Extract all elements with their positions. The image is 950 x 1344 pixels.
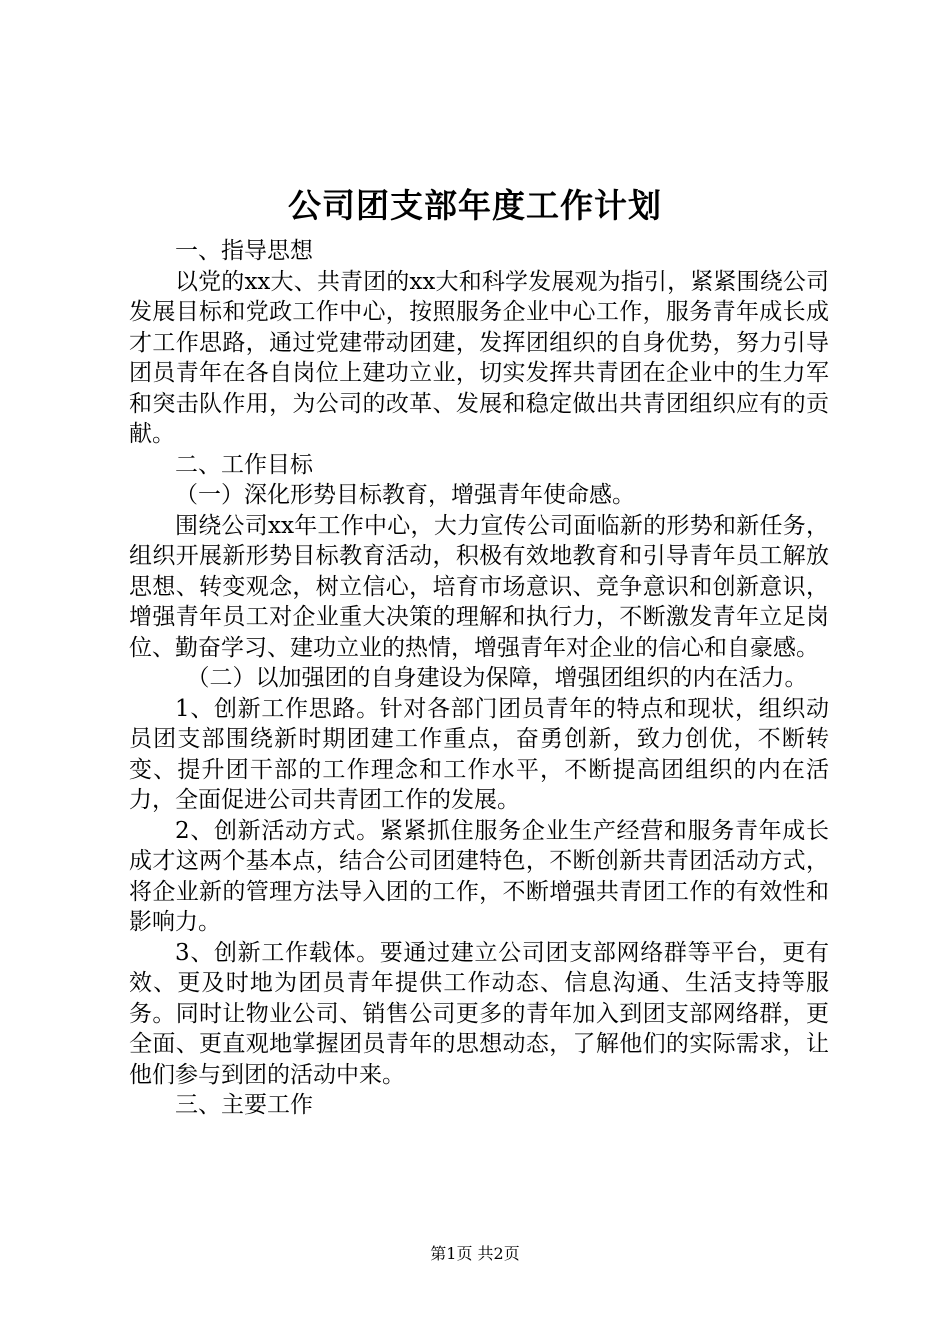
paragraph-item-3: 3、创新工作载体。要通过建立公司团支部网络群等平台，更有效、更及时地为团员青年提供工作动态、信息沟通、生活支持等服务。同时让物业公司、销售公司更多的青年加入到团支部网络群，更全面、更直观地掌握团员青年的思想动态，了解他们的实际需求，让他们参与到团的活动中来。: [129, 939, 829, 1088]
document-title: 公司团支部年度工作计划: [288, 186, 662, 225]
paragraph-guiding-thought: 以党的xx大、共青团的xx大和科学发展观为指引，紧紧围绕公司发展目标和党政工作中心，按照服务企业中心工作，服务青年成长成才工作思路，通过党建带动团建，发挥团组织的自身优势，努力引导团员青年在各自岗位上建功立业，切实发挥共青团在企业中的生力军和突击队作用，为公司的改革、发展和稳定做出共青团组织应有的贡献。: [129, 268, 829, 447]
paragraph-item-1: 1、创新工作思路。针对各部门团员青年的特点和现状，组织动员团支部围绕新时期团建工作重点，奋勇创新，致力创优，不断转变、提升团干部的工作理念和工作水平，不断提高团组织的内在活力，全面促进公司共青团工作的发展。: [129, 695, 829, 813]
section-heading-guiding-thought: 一、指导思想: [175, 238, 313, 264]
subsection-heading-2: （二）以加强团的自身建设为保障，增强团组织的内在活力。: [186, 665, 808, 691]
paragraph-item-2: 2、创新活动方式。紧紧抓住服务企业生产经营和服务青年成长成才这两个基本点，结合公司团建特色，不断创新共青团活动方式，将企业新的管理方法导入团的工作，不断增强共青团工作的有效性和影响力。: [129, 817, 829, 935]
section-heading-work-goals: 二、工作目标: [175, 451, 313, 478]
document-body: [129, 236, 829, 1121]
paragraph-goals-1: 围绕公司xx年工作中心，大力宣传公司面临新的形势和新任务，组织开展新形势目标教育活动，积极有效地教育和引导青年员工解放思想、转变观念，树立信心，培育市场意识、竞争意识和创新意识，增强青年员工对企业重大决策的理解和执行力，不断激发青年立足岗位、勤奋学习、建功立业的热情，增强青年对企业的信心和自豪感。: [129, 512, 829, 661]
page-footer: 第1页 共2页: [430, 1244, 520, 1263]
subsection-heading-1: （一）深化形势目标教育，增强青年使命感。: [175, 482, 635, 508]
section-heading-main-work: 三、主要工作: [175, 1092, 313, 1118]
